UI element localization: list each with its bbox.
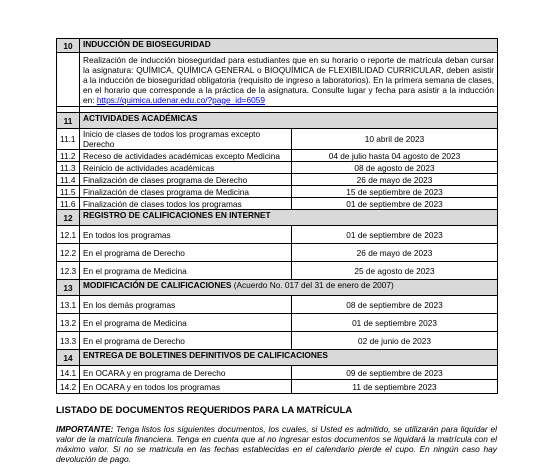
row-description: Inicio de clases de todos los programas excepto Derecho (80, 129, 292, 150)
table-row (57, 174, 498, 186)
section-title-text: MODIFICACIÓN DE CALIFICACIONES (83, 280, 232, 290)
induction-link[interactable]: https://quimica.udenar.edu.co/?page_id=6059 (96, 94, 265, 105)
table-row (57, 296, 498, 314)
important-label: IMPORTANTE: (56, 424, 114, 434)
row-description: Finalización de clases programa de Derecho (80, 174, 292, 186)
row-date: 01 de septiembre 2023 (292, 314, 498, 332)
section-number: 10 (57, 39, 80, 53)
section-title: ENTREGA DE BOLETINES DEFINITIVOS DE CALIFICACIONES (80, 350, 498, 366)
row-date: 10 abril de 2023 (292, 129, 498, 150)
table-row (57, 244, 498, 262)
section-header-14 (57, 350, 498, 366)
table-row (57, 150, 498, 162)
row-date: 01 de septiembre de 2023 (292, 226, 498, 244)
row-number: 12.1 (57, 226, 80, 244)
row-date: 08 de agosto de 2023 (292, 162, 498, 174)
row-date: 08 de septiembre de 2023 (292, 296, 498, 314)
row-number: 13.3 (57, 332, 80, 350)
induction-text: Realización de inducción bioseguridad para estudiantes que en su horario o reporte de matrícula deban cursar la asignatura: QUÍMICA, QUÍMICA GENERAL o BIOQUÍMICA de FLEXIBILIDAD CURRICULAR, deben asistir a la inducción de bioseguridad obligatoria (requisito de ingreso a laboratorios). En la primera semana de clases, en el horario que corresponde a la práctica de la asignatura. Consulte lugar y fecha para asistir a la inducción en: (83, 54, 494, 105)
row-description: Reinicio de actividades académicas (80, 162, 292, 174)
row-description: En el programa de Derecho (80, 332, 292, 350)
row-description: Receso de actividades académicas excepto Medicina (80, 150, 292, 162)
row-number: 14.2 (57, 380, 80, 394)
table-row (57, 332, 498, 350)
documents-heading: LISTADO DE DOCUMENTOS REQUERIDOS PARA LA MATRÍCULA (56, 405, 353, 416)
section-title: ACTIVIDADES ACADÉMICAS (80, 113, 498, 129)
section-title: INDUCCIÓN DE BIOSEGURIDAD (80, 39, 498, 53)
row-description: En los demás programas (80, 296, 292, 314)
induction-paragraph (80, 53, 498, 107)
table-row (57, 380, 498, 394)
row-description: En OCARA y en programa de Derecho (80, 366, 292, 380)
section-10-body (57, 53, 498, 107)
row-date: 09 de septiembre de 2023 (292, 366, 498, 380)
row-date: 25 de agosto de 2023 (292, 262, 498, 280)
row-description: En el programa de Derecho (80, 244, 292, 262)
row-date: 15 de septiembre de 2023 (292, 186, 498, 198)
section-number: 11 (57, 113, 80, 129)
section-title-note: (Acuerdo No. 017 del 31 de enero de 2007) (231, 280, 394, 290)
section-number: 12 (57, 210, 80, 226)
table-row (57, 129, 498, 150)
section-number: 13 (57, 280, 80, 296)
row-description: En el programa de Medicina (80, 262, 292, 280)
important-notice (56, 424, 497, 464)
row-date: 11 de septiembre 2023 (292, 380, 498, 394)
section-header-13 (57, 280, 498, 296)
important-text: Tenga listos los siguientes documentos, los cuales, si Usted es admitido, se utilizarán para liquidar el valor de la matrícula financiera. Tenga en cuenta que al no ingresar estos documentos se liquidará la matrícula con el máximo valor. Si no se matricula en las fechas establecidas en el calendario pierde el cupo. En ningún caso hay devolución de pago. (56, 424, 497, 464)
row-number: 11.3 (57, 162, 80, 174)
row-number: 12.2 (57, 244, 80, 262)
row-description: En todos los programas (80, 226, 292, 244)
section-title: REGISTRO DE CALIFICACIONES EN INTERNET (80, 210, 498, 226)
section-number: 14 (57, 350, 80, 366)
row-description: Finalización de clases programa de Medicina (80, 186, 292, 198)
empty-cell (57, 53, 80, 107)
row-description: Finalización de clases todos los programas (80, 198, 292, 210)
row-date: 02 de junio de 2023 (292, 332, 498, 350)
row-number: 13.2 (57, 314, 80, 332)
row-number: 11.2 (57, 150, 80, 162)
section-title (80, 280, 498, 296)
row-number: 14.1 (57, 366, 80, 380)
table-row (57, 186, 498, 198)
row-number: 11.6 (57, 198, 80, 210)
academic-calendar-table (56, 38, 498, 394)
row-number: 11.5 (57, 186, 80, 198)
table-row (57, 226, 498, 244)
table-row (57, 314, 498, 332)
row-number: 13.1 (57, 296, 80, 314)
row-date: 26 de mayo de 2023 (292, 244, 498, 262)
section-header-12 (57, 210, 498, 226)
table-row (57, 366, 498, 380)
section-header-10 (57, 39, 498, 53)
table-row (57, 262, 498, 280)
row-number: 11.1 (57, 129, 80, 150)
section-header-11 (57, 113, 498, 129)
row-date: 26 de mayo de 2023 (292, 174, 498, 186)
row-number: 11.4 (57, 174, 80, 186)
row-date: 04 de julio hasta 04 agosto de 2023 (292, 150, 498, 162)
row-number: 12.3 (57, 262, 80, 280)
row-date: 01 de septiembre de 2023 (292, 198, 498, 210)
row-description: En el programa de Medicina (80, 314, 292, 332)
table-row (57, 198, 498, 210)
table-row (57, 162, 498, 174)
row-description: En OCARA y en todos los programas (80, 380, 292, 394)
